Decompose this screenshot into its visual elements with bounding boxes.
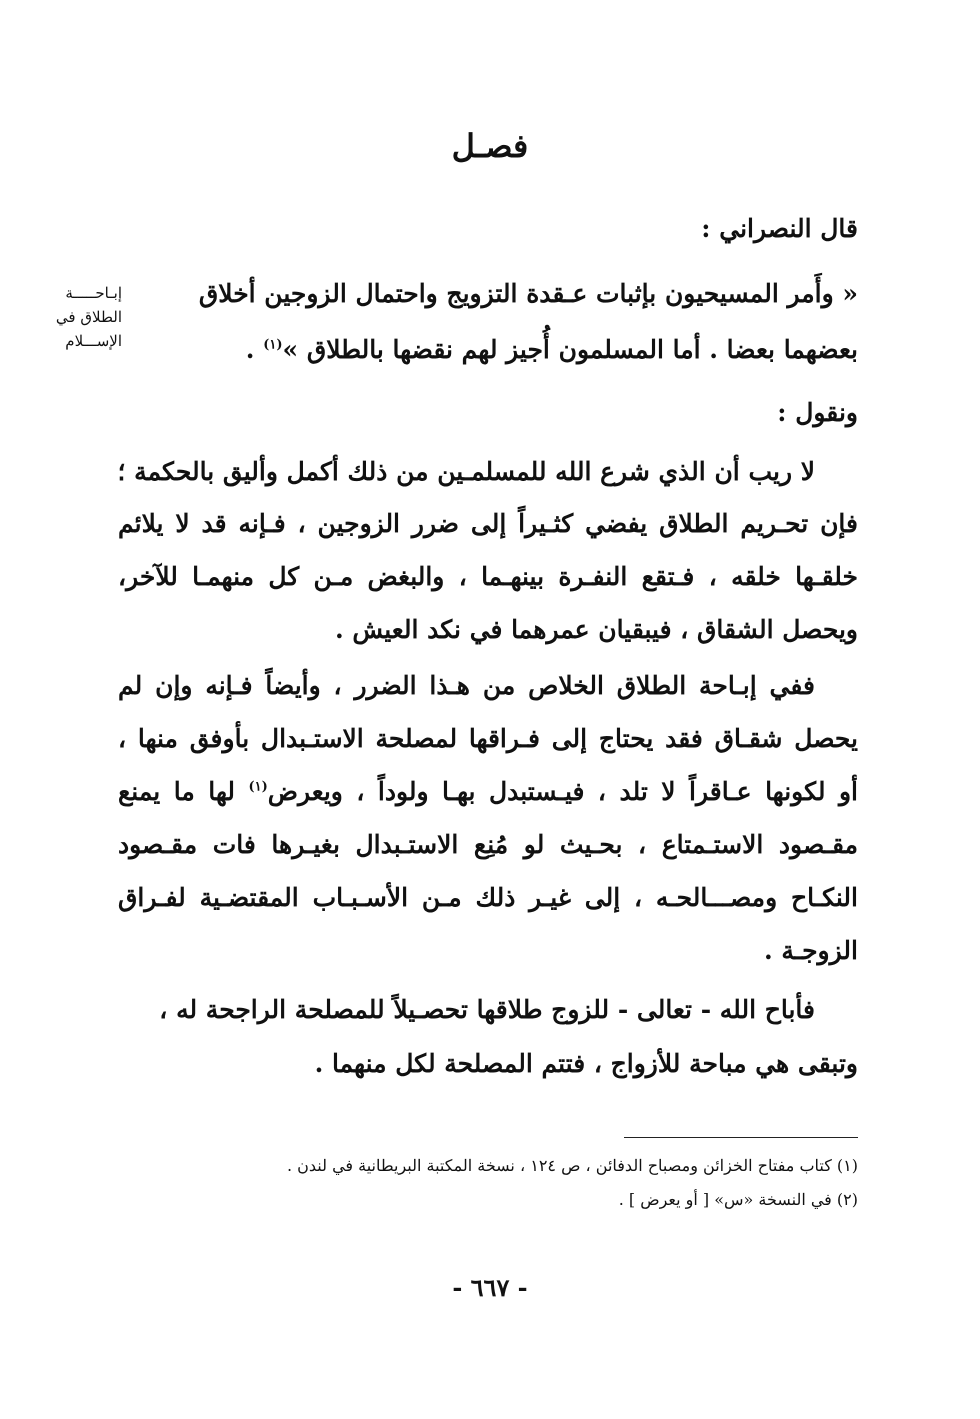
paragraph-3-line-2: وتبقى هي مباحة للأزواج ، فتتم المصلحة لكل منهما . <box>314 1049 858 1078</box>
quote-line-2 <box>118 330 858 370</box>
side-note <box>22 281 122 353</box>
footnote-ref-2[interactable]: (١) <box>248 779 268 795</box>
footnote-2: (٢) في النسخة «س» [ أو يعرض ] . <box>618 1190 858 1209</box>
quote-line-2-text: بعضهما بعضا . أما المسلمون أُجيز لهم نقضها بالطلاق » <box>282 335 858 364</box>
side-note-line-3: الإســـلام <box>65 332 122 350</box>
paragraph-2-line-3 <box>118 772 858 812</box>
paragraph-2-line-6: الزوجـة . <box>763 936 858 965</box>
paragraph-2-line-2: يحصل شقـاق فقد يحتاج إلى فـراقها لمصلحة الاستـبدال بأوفق منها ، <box>118 724 858 753</box>
side-note-line-2: الطلاق في <box>55 308 122 326</box>
paragraph-1-line-1: لا ريب أن الذي شرع الله للمسلمـين من ذلك أكمل وأليق بالحكمة ؛ <box>117 457 815 486</box>
page-number: - ٦٦٧ - <box>452 1273 528 1302</box>
footnote-ref-1[interactable]: (١) <box>263 337 283 353</box>
side-note-line-1: إبـاحـــــة <box>65 284 122 302</box>
paragraph-1-line-2: فإن تحـريم الطلاق يفضي كثـيراً إلى ضرر الزوجين ، فـإنه قد لا يلائم <box>118 509 858 538</box>
paragraph-2-line-4: مقـصود الاستـمتاع ، بحـيث لو مُنِع الاستـبدال بغيـرها فات مقـصود <box>118 830 858 859</box>
paragraph-2-line-5: النكـاح ومصـــالحـه ، إلى غيـر ذلك مـن الأسـبـاب المقتضـية لفـراق <box>118 883 858 912</box>
footnote-1: (١) كتاب مفتاح الخزائن ومصباح الدفائن ، ص ١٢٤ ، نسخة المكتبة البريطانية في لندن . <box>286 1156 858 1175</box>
paragraph-3-line-1: فأباح الله - تعالى - للزوج طلاقها تحصـيلاً للمصلحة الراجحة له ، <box>159 995 815 1024</box>
quote-line-2-end: . <box>245 335 264 364</box>
section-heading: فصـل <box>451 127 529 165</box>
paragraph-2-line-1: ففي إبـاحة الطلاق الخلاص من هـذا الضرر ، وأيضاً فـإنه وإن لم <box>118 671 815 700</box>
paragraph-2-line-3-end: لها ما يمنع <box>118 777 249 806</box>
speaker-label: قال النصراني : <box>701 214 858 243</box>
response-label: ونقول : <box>777 398 858 427</box>
quote-line-1: « وأَمر المسيحيون بإثبات عـقدة التزويج واحتمال الزوجين أخلاق <box>198 279 858 308</box>
footnote-divider <box>624 1137 858 1138</box>
paragraph-2-line-3-text: أو لكونها عـاقراً لا تلد ، فيـستبدل بهـا ولوداً ، ويعرض <box>267 777 858 806</box>
paragraph-1-line-3: خلقـها خلقه ، فـتقع النفـرة بينهـما ، والبغض مـن كل منهمـا للآخر، <box>118 562 858 591</box>
paragraph-1-line-4: ويحصل الشقاق ، فيبقيان عمرهما في نكد العيش . <box>334 615 858 644</box>
